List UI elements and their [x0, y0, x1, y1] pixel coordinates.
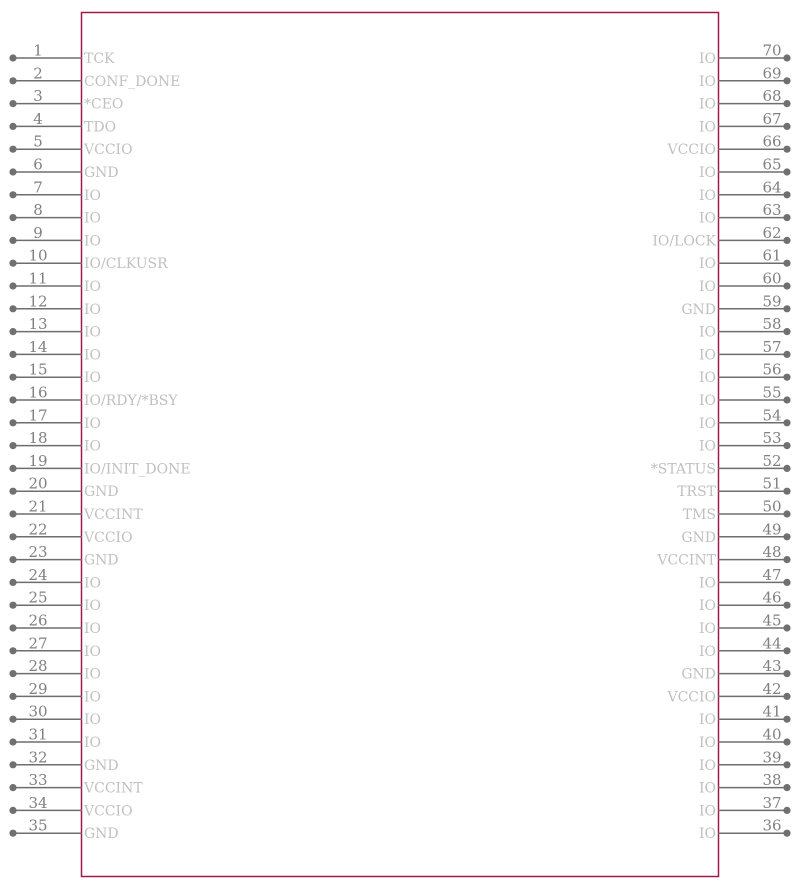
pin-69 — [699, 64, 791, 90]
pin-number: 57 — [762, 337, 782, 356]
pin-49 — [681, 520, 790, 546]
pin-name-label: GND — [84, 757, 119, 774]
pin-number: 50 — [762, 497, 782, 516]
pin-number: 58 — [762, 315, 782, 334]
pin-endpoint-dot — [783, 556, 790, 563]
pin-name-label: TRST — [677, 484, 716, 501]
pin-number: 51 — [762, 474, 782, 493]
pin-endpoint-dot — [9, 465, 16, 472]
pin-name-label: IO — [84, 187, 102, 204]
pin-68 — [699, 87, 791, 113]
pin-endpoint-dot — [783, 533, 790, 540]
pin-number: 64 — [762, 178, 782, 197]
pin-name-label: VCCINT — [657, 552, 716, 569]
pin-endpoint-dot — [783, 328, 790, 335]
pin-endpoint-dot — [783, 214, 790, 221]
pin-number: 70 — [762, 41, 782, 60]
pin-name-label: VCCINT — [84, 507, 143, 523]
pin-41 — [699, 703, 791, 729]
pin-endpoint-dot — [783, 282, 790, 289]
pin-endpoint-dot — [9, 830, 16, 837]
pin-40 — [699, 726, 791, 752]
pin-endpoint-dot — [9, 784, 16, 791]
pin-25 — [9, 589, 101, 615]
pin-endpoint-dot — [783, 146, 790, 153]
pin-46 — [699, 589, 791, 615]
pin-number: 17 — [28, 406, 48, 425]
pin-endpoint-dot — [9, 624, 16, 631]
pin-number: 26 — [28, 611, 48, 630]
pin-57 — [699, 338, 791, 364]
pin-60 — [699, 270, 791, 296]
pin-name-label: IO — [84, 324, 102, 341]
right-pin-group — [651, 42, 791, 843]
pin-name-label: GND — [681, 301, 716, 318]
pin-number: 23 — [28, 543, 48, 562]
pin-name-label: IO — [84, 689, 102, 706]
pin-name-label: IO — [698, 165, 716, 181]
pin-endpoint-dot — [783, 602, 790, 609]
pin-9 — [9, 224, 101, 250]
pin-endpoint-dot — [783, 624, 790, 631]
pin-name-label: CONF_DONE — [84, 73, 181, 90]
pin-endpoint-dot — [783, 351, 790, 358]
pin-17 — [9, 406, 101, 432]
pin-30 — [9, 703, 101, 729]
pin-52 — [651, 452, 791, 478]
pin-name-label: GND — [84, 826, 119, 843]
pin-name-label: IO — [84, 370, 102, 387]
pin-number: 9 — [33, 223, 43, 242]
pin-29 — [9, 680, 101, 706]
pin-endpoint-dot — [9, 214, 16, 221]
pin-name-label: IO — [698, 279, 716, 295]
pin-name-label: IO — [698, 735, 716, 751]
pin-name-label: IO — [84, 666, 102, 683]
pin-name-label: IO/CLKUSR — [84, 256, 168, 273]
pin-11 — [9, 270, 101, 296]
pin-number: 60 — [762, 269, 782, 288]
pin-name-label: IO — [84, 415, 102, 432]
pin-62 — [652, 224, 790, 250]
pin-number: 28 — [28, 657, 48, 676]
pin-16 — [9, 384, 178, 410]
pin-name-label: VCCINT — [84, 780, 143, 797]
pin-number: 63 — [762, 201, 782, 220]
pin-name-label: IO — [84, 621, 102, 637]
pin-endpoint-dot — [783, 77, 790, 84]
pin-51 — [677, 475, 790, 501]
pin-name-label: GND — [681, 666, 716, 683]
pin-name-label: IO — [698, 187, 716, 204]
pin-endpoint-dot — [783, 738, 790, 745]
pin-number: 24 — [28, 565, 48, 584]
pin-name-label: IO — [84, 598, 102, 615]
pin-44 — [699, 634, 791, 660]
pin-number: 42 — [762, 679, 782, 698]
pin-61 — [699, 247, 791, 273]
pin-endpoint-dot — [9, 693, 16, 700]
pin-endpoint-dot — [783, 374, 790, 381]
pin-number: 16 — [28, 383, 48, 402]
pin-endpoint-dot — [9, 738, 16, 745]
pin-1 — [9, 42, 115, 68]
pin-endpoint-dot — [783, 807, 790, 814]
pin-endpoint-dot — [9, 77, 16, 84]
pin-34 — [9, 794, 132, 820]
pin-number: 3 — [33, 87, 43, 106]
pin-name-label: IO — [84, 279, 102, 295]
pin-name-label: IO — [698, 757, 716, 774]
pin-number: 53 — [762, 429, 782, 448]
pin-endpoint-dot — [9, 100, 16, 107]
pin-endpoint-dot — [783, 305, 790, 312]
pin-28 — [9, 657, 101, 683]
pin-64 — [699, 178, 791, 204]
pin-name-label: IO — [698, 393, 716, 409]
pin-24 — [9, 566, 101, 592]
pin-name-label: GND — [84, 484, 119, 501]
pin-number: 38 — [762, 771, 782, 790]
pin-39 — [699, 748, 791, 774]
pin-number: 69 — [762, 64, 782, 83]
pin-number: 47 — [762, 565, 782, 584]
pin-5 — [9, 133, 132, 159]
pin-54 — [699, 406, 791, 432]
pin-endpoint-dot — [9, 54, 16, 61]
pin-name-label: *STATUS — [650, 461, 716, 478]
pin-endpoint-dot — [783, 168, 790, 175]
pin-endpoint-dot — [9, 351, 16, 358]
pin-number: 34 — [28, 793, 48, 812]
pin-endpoint-dot — [9, 442, 16, 449]
pin-name-label: IO — [698, 51, 716, 67]
pin-63 — [699, 201, 791, 227]
pin-endpoint-dot — [9, 716, 16, 723]
pin-endpoint-dot — [783, 419, 790, 426]
pin-58 — [699, 315, 791, 341]
pin-number: 1 — [33, 41, 43, 60]
pin-name-label: IO — [698, 803, 716, 820]
pin-endpoint-dot — [783, 716, 790, 723]
pin-number: 12 — [28, 292, 48, 311]
pin-number: 45 — [762, 611, 782, 630]
pin-endpoint-dot — [783, 830, 790, 837]
pin-name-label: IO/RDY/*BSY — [84, 393, 178, 409]
pin-37 — [699, 794, 791, 820]
pin-name-label: IO — [698, 598, 716, 615]
pin-name-label: GND — [84, 552, 119, 569]
pin-number: 31 — [28, 725, 48, 744]
pin-number: 49 — [762, 520, 782, 539]
pin-number: 13 — [28, 315, 48, 334]
pin-number: 8 — [33, 201, 43, 220]
pin-22 — [9, 520, 132, 546]
pin-name-label: VCCIO — [84, 529, 133, 546]
pin-number: 11 — [28, 269, 48, 288]
pin-50 — [683, 498, 791, 524]
pin-36 — [699, 817, 791, 843]
pin-2 — [9, 64, 180, 90]
pin-endpoint-dot — [9, 168, 16, 175]
pin-endpoint-dot — [9, 419, 16, 426]
pin-67 — [699, 110, 791, 135]
pin-name-label: GND — [681, 529, 716, 546]
pin-endpoint-dot — [783, 191, 790, 198]
pin-55 — [699, 384, 791, 410]
pin-name-label: VCCIO — [667, 689, 716, 706]
pin-endpoint-dot — [783, 579, 790, 586]
pin-endpoint-dot — [9, 761, 16, 768]
pin-number: 44 — [762, 634, 782, 653]
pin-endpoint-dot — [783, 670, 790, 677]
pin-endpoint-dot — [783, 260, 790, 267]
pin-endpoint-dot — [9, 191, 16, 198]
pin-endpoint-dot — [783, 465, 790, 472]
pin-name-label: IO — [698, 575, 716, 592]
pin-53 — [699, 429, 791, 455]
pin-number: 68 — [762, 87, 782, 106]
pin-endpoint-dot — [9, 260, 16, 267]
pin-number: 32 — [28, 748, 48, 767]
pin-endpoint-dot — [9, 556, 16, 563]
pin-name-label: IO — [698, 256, 716, 273]
pin-endpoint-dot — [9, 305, 16, 312]
pin-number: 66 — [762, 132, 782, 151]
pin-number: 29 — [28, 679, 48, 698]
pin-56 — [699, 361, 791, 387]
pin-name-label: VCCIO — [84, 803, 133, 820]
pin-21 — [9, 498, 143, 524]
pin-endpoint-dot — [9, 146, 16, 153]
pin-18 — [9, 429, 101, 455]
pin-name-label: IO — [698, 210, 716, 227]
pin-number: 35 — [28, 816, 48, 835]
pin-name-label: VCCIO — [84, 142, 133, 159]
pin-number: 62 — [762, 223, 782, 242]
pin-number: 41 — [762, 702, 782, 721]
pin-endpoint-dot — [9, 602, 16, 609]
pin-number: 19 — [28, 451, 48, 470]
pin-name-label: IO — [698, 119, 716, 136]
pin-number: 67 — [762, 109, 782, 128]
pin-14 — [9, 338, 101, 364]
pin-endpoint-dot — [783, 54, 790, 61]
pin-endpoint-dot — [9, 807, 16, 814]
pin-name-label: IO — [698, 96, 716, 113]
pin-name-label: IO — [84, 438, 102, 455]
pin-name-label: IO — [698, 415, 716, 432]
pin-endpoint-dot — [9, 670, 16, 677]
pin-endpoint-dot — [9, 282, 16, 289]
pin-6 — [9, 156, 118, 182]
pin-name-label: IO — [84, 347, 102, 364]
pin-number: 30 — [28, 702, 48, 721]
pin-name-label: IO — [698, 324, 716, 341]
pin-endpoint-dot — [9, 396, 16, 403]
pin-number: 27 — [28, 634, 48, 653]
pin-19 — [9, 452, 190, 478]
pin-name-label: IO — [698, 370, 716, 387]
pin-number: 20 — [28, 474, 48, 493]
pin-name-label: IO — [698, 73, 716, 90]
pin-43 — [681, 657, 790, 683]
pin-27 — [9, 634, 101, 660]
pin-15 — [9, 361, 101, 387]
pin-number: 37 — [762, 793, 782, 812]
pin-number: 59 — [762, 292, 782, 311]
pin-name-label: IO — [84, 735, 102, 751]
pin-name-label: IO — [84, 233, 102, 250]
pin-endpoint-dot — [783, 784, 790, 791]
pin-endpoint-dot — [783, 442, 790, 449]
pin-number: 48 — [762, 543, 782, 562]
pin-endpoint-dot — [9, 579, 16, 586]
pin-number: 18 — [28, 429, 48, 448]
pin-number: 15 — [28, 360, 48, 379]
pin-number: 46 — [762, 588, 782, 607]
pin-59 — [681, 292, 790, 318]
pin-number: 56 — [762, 360, 782, 379]
pin-name-label: *CEO — [84, 96, 124, 113]
pin-33 — [9, 771, 143, 797]
pin-name-label: IO — [698, 826, 716, 843]
pin-endpoint-dot — [9, 123, 16, 130]
pin-26 — [9, 612, 101, 638]
pin-name-label: VCCIO — [667, 142, 716, 159]
pin-name-label: IO/INIT_DONE — [84, 461, 191, 478]
pin-endpoint-dot — [9, 328, 16, 335]
pin-name-label: TMS — [682, 507, 716, 523]
pin-name-label: GND — [84, 165, 119, 181]
pin-number: 43 — [762, 657, 782, 676]
pin-20 — [9, 475, 118, 501]
pin-number: 55 — [762, 383, 782, 402]
pin-endpoint-dot — [9, 647, 16, 654]
pin-name-label: IO — [698, 347, 716, 364]
pin-4 — [9, 110, 116, 135]
pin-name-label: IO — [698, 621, 716, 637]
pin-name-label: TDO — [84, 119, 117, 136]
pin-name-label: IO — [84, 643, 102, 660]
pin-32 — [9, 748, 118, 774]
pin-3 — [9, 87, 123, 113]
pin-endpoint-dot — [783, 488, 790, 495]
pin-endpoint-dot — [9, 510, 16, 517]
pin-number: 5 — [33, 132, 43, 151]
pin-number: 2 — [33, 64, 43, 83]
pin-number: 6 — [33, 155, 43, 174]
pin-number: 21 — [28, 497, 48, 516]
pin-48 — [656, 543, 790, 569]
pin-endpoint-dot — [783, 237, 790, 244]
pin-number: 14 — [28, 337, 48, 356]
pin-name-label: IO — [698, 438, 716, 455]
pin-47 — [699, 566, 791, 592]
pin-endpoint-dot — [783, 647, 790, 654]
pin-name-label: TCK — [84, 51, 115, 67]
ic-body-outline — [82, 13, 719, 877]
pin-38 — [699, 771, 791, 797]
pin-number: 10 — [28, 246, 48, 265]
pin-number: 33 — [28, 771, 48, 790]
pin-endpoint-dot — [783, 693, 790, 700]
pin-31 — [9, 726, 101, 752]
pin-endpoint-dot — [783, 396, 790, 403]
pin-number: 54 — [762, 406, 782, 425]
pin-number: 40 — [762, 725, 782, 744]
pin-name-label: IO — [84, 301, 102, 318]
pin-number: 61 — [762, 246, 782, 265]
pin-name-label: IO — [84, 712, 102, 729]
pin-65 — [699, 156, 791, 182]
pin-endpoint-dot — [783, 510, 790, 517]
pin-endpoint-dot — [9, 374, 16, 381]
pin-13 — [9, 315, 101, 341]
pin-name-label: IO — [84, 575, 102, 592]
pin-23 — [9, 543, 118, 569]
pin-12 — [9, 292, 101, 318]
pin-endpoint-dot — [9, 237, 16, 244]
pin-name-label: IO — [698, 780, 716, 797]
pin-name-label: IO — [698, 643, 716, 660]
pin-number: 52 — [762, 451, 782, 470]
pin-number: 4 — [33, 109, 43, 128]
pin-endpoint-dot — [783, 123, 790, 130]
pin-number: 36 — [762, 816, 782, 835]
pin-number: 7 — [33, 178, 43, 197]
pin-7 — [9, 178, 101, 204]
pin-endpoint-dot — [9, 488, 16, 495]
pin-66 — [666, 133, 790, 159]
pin-number: 25 — [28, 588, 48, 607]
pin-endpoint-dot — [9, 533, 16, 540]
pin-number: 65 — [762, 155, 782, 174]
pin-endpoint-dot — [783, 761, 790, 768]
pin-number: 39 — [762, 748, 782, 767]
pin-endpoint-dot — [783, 100, 790, 107]
pin-10 — [9, 247, 168, 273]
pin-45 — [699, 612, 791, 638]
pin-name-label: IO — [84, 210, 102, 227]
pin-number: 22 — [28, 520, 48, 539]
pin-name-label: IO — [698, 712, 716, 729]
pin-name-label: IO/LOCK — [652, 233, 716, 250]
pin-42 — [666, 680, 790, 706]
left-pin-group — [9, 42, 190, 843]
pin-8 — [9, 201, 101, 227]
pin-70 — [699, 42, 791, 68]
pin-35 — [9, 817, 118, 843]
